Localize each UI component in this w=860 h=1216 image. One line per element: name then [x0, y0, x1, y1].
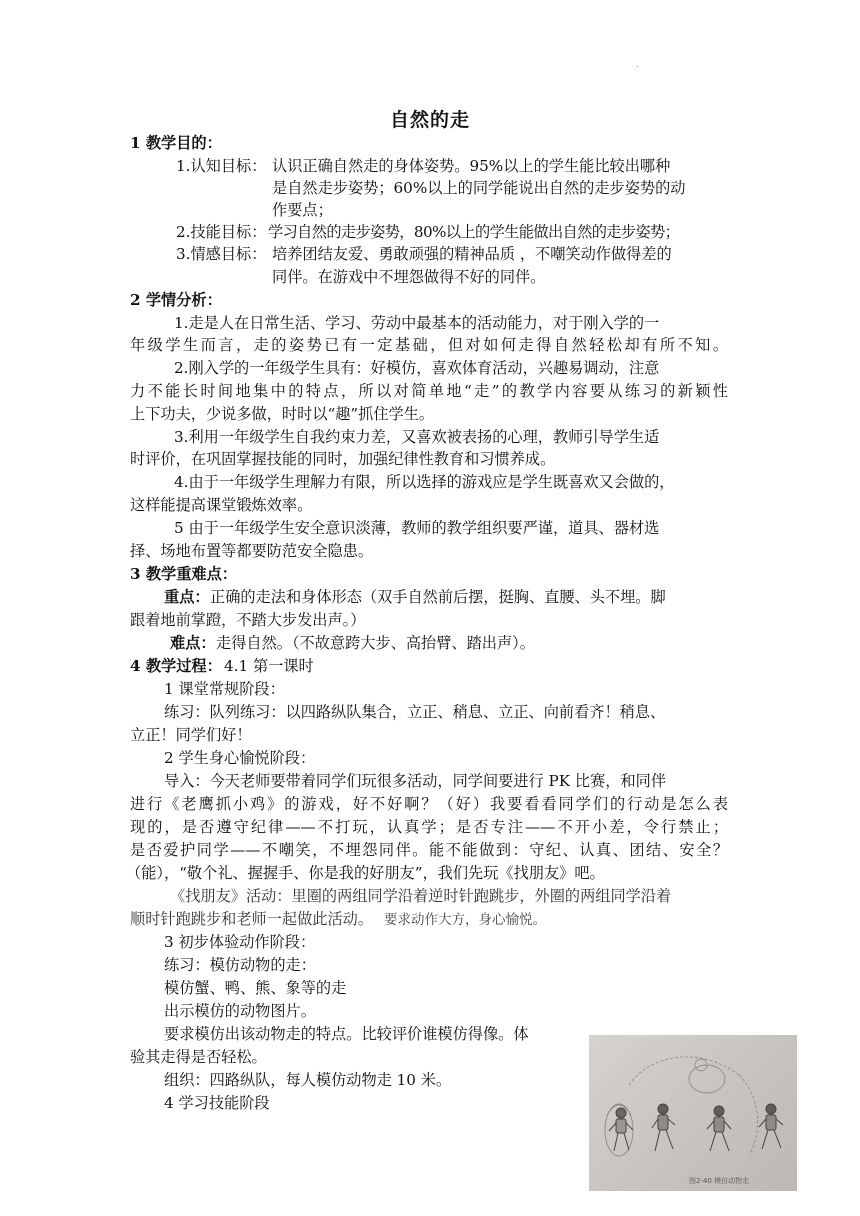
section-4-heading: 4 教学过程： — [130, 657, 222, 675]
goal-3-text-2: 同伴。在游戏中不埋怨做得不好的同伴。 — [272, 268, 546, 286]
stage-4-title: 4 学习技能阶段 — [164, 1094, 270, 1112]
goal-3-text-1: 培养团结友爱、勇敢顽强的精神品质 ，不嘲笑动作做得差的 — [272, 245, 672, 263]
analysis-2-line-3: 上下功夫，少说多做，时时以“趣”抓住学生。 — [130, 405, 435, 423]
analysis-2-line-1: 2.刚入学的一年级学生具有：好模仿，喜欢体育活动，兴趣易调动，注意 — [174, 359, 660, 377]
figure-caption: 图2-40 模仿动物走 — [689, 1177, 750, 1185]
animal-imitation-illustration — [589, 1035, 797, 1191]
section-3-heading: 3 教学重难点： — [130, 565, 237, 583]
section-1-heading: 1 教学目的： — [130, 134, 222, 152]
stage-1-title: 1 课堂常规阶段： — [164, 680, 285, 698]
analysis-1-line-1: 1.走是人在日常生活、学习、劳动中最基本的活动能力，对于刚入学的一 — [174, 314, 660, 332]
stage-2-line-1: 导入：今天老师要带着同学们玩很多活动，同学间要进行 PK 比赛，和同伴 — [164, 772, 667, 790]
stage-2-activity-2b: 要求动作大方，身心愉悦。 — [384, 912, 546, 928]
stage-3-line-4: 要求模仿出该动物走的特点。比较评价谁模仿得像。体 — [164, 1025, 529, 1043]
analysis-5-line-2: 择、场地布置等都要防范安全隐患。 — [130, 542, 373, 560]
header-dot: . — [636, 60, 639, 69]
goal-1-text-3: 作要点； — [272, 201, 333, 219]
stage-3-line-5: 验其走得是否轻松。 — [130, 1048, 267, 1066]
stage-2-activity-2a: 顺时针跑跳步和老师一起做此活动。 — [130, 910, 373, 928]
analysis-5-line-1: 5 由于一年级学生安全意识淡薄，教师的教学组织要严谨，道具、器材选 — [174, 519, 660, 537]
analysis-4-line-1: 4.由于一年级学生理解力有限，所以选择的游戏应是学生既喜欢又会做的， — [174, 473, 675, 491]
goal-3-label: 3.情感目标： — [176, 245, 267, 263]
analysis-2-line-2: 力不能长时间地集中的特点，所以对简单地“走”的教学内容要从练习的新颖性 — [130, 382, 728, 400]
stage-3-line-1: 练习：模仿动物的走： — [164, 956, 316, 974]
stage-3-title: 3 初步体验动作阶段： — [164, 933, 316, 951]
stage-2-line-3: 现的，是否遵守纪律——不打玩，认真学；是否专注——不开小差，令行禁止； — [130, 818, 728, 836]
stage-3-line-2: 模仿蟹、鸭、熊、象等的走 — [164, 979, 347, 997]
key-point-text-2: 跟着地前掌蹬，不踏大步发出声。） — [130, 611, 366, 629]
stage-2-line-2: 进行《老鹰抓小鸡》的游戏，好不好啊？（好）我要看看同学们的行动是怎么表 — [130, 795, 728, 813]
key-point-label: 重点： — [164, 588, 210, 606]
stage-2-title: 2 学生身心愉悦阶段： — [164, 749, 316, 767]
stage-2-activity-1: 《找朋友》活动：里圈的两组同学沿着逆时针跑跳步，外圈的两组同学沿着 — [170, 887, 672, 905]
goal-2-text-1: 学习自然的走步姿势，80%以上的学生能做出自然的走步姿势； — [268, 223, 680, 241]
analysis-3-line-1: 3.利用一年级学生自我约束力差，又喜欢被表扬的心理，教师引导学生适 — [174, 428, 660, 446]
stage-3-line-6: 组织：四路纵队，每人模仿动物走 10 米。 — [164, 1071, 452, 1089]
document-title: 自然的走 — [389, 109, 470, 131]
goal-2-label: 2.技能目标： — [176, 223, 267, 241]
analysis-3-line-2: 时评价，在巩固掌握技能的同时，加强纪律性教育和习惯养成。 — [130, 450, 556, 468]
stage-1-line-1: 练习：队列练习：以四路纵队集合，立正、稍息、立正、向前看齐！稍息、 — [164, 703, 666, 721]
section-2-heading: 2 学情分析： — [130, 291, 222, 309]
goal-1-label: 1.认知目标： — [176, 157, 267, 175]
animal-imitation-photo — [589, 1035, 797, 1191]
stage-2-line-5: （能），“敬个礼、握握手、你是我的好朋友”，我们先玩《找朋友》吧。 — [126, 864, 605, 882]
stage-2-line-4: 是否爱护同学——不嘲笑，不埋怨同伴。能不能做到：守纪、认真、团结、安全？ — [130, 841, 728, 859]
analysis-4-line-2: 这样能提高课堂锻炼效率。 — [130, 496, 313, 514]
stage-1-line-2: 立正！同学们好！ — [130, 726, 252, 744]
stage-3-line-3: 出示模仿的动物图片。 — [164, 1002, 316, 1020]
goal-1-text-1: 认识正确自然走的身体姿势。95%以上的学生能比较出哪种 — [272, 157, 671, 175]
analysis-1-line-2: 年级学生而言，走的姿势已有一定基础，但对如何走得自然轻松却有所不知。 — [130, 336, 728, 354]
goal-1-text-2: 是自然走步姿势；60%以上的同学能说出自然的走步姿势的动 — [272, 179, 686, 197]
difficulty-text: 走得自然。（不故意跨大步、高抬臂、踏出声）。 — [216, 634, 535, 652]
difficulty-label: 难点： — [170, 634, 216, 652]
section-4-subheading: 4.1 第一课时 — [224, 657, 314, 675]
key-point-text-1: 正确的走法和身体形态（双手自然前后摆，挺胸、直腰、头不埋。脚 — [210, 588, 666, 606]
